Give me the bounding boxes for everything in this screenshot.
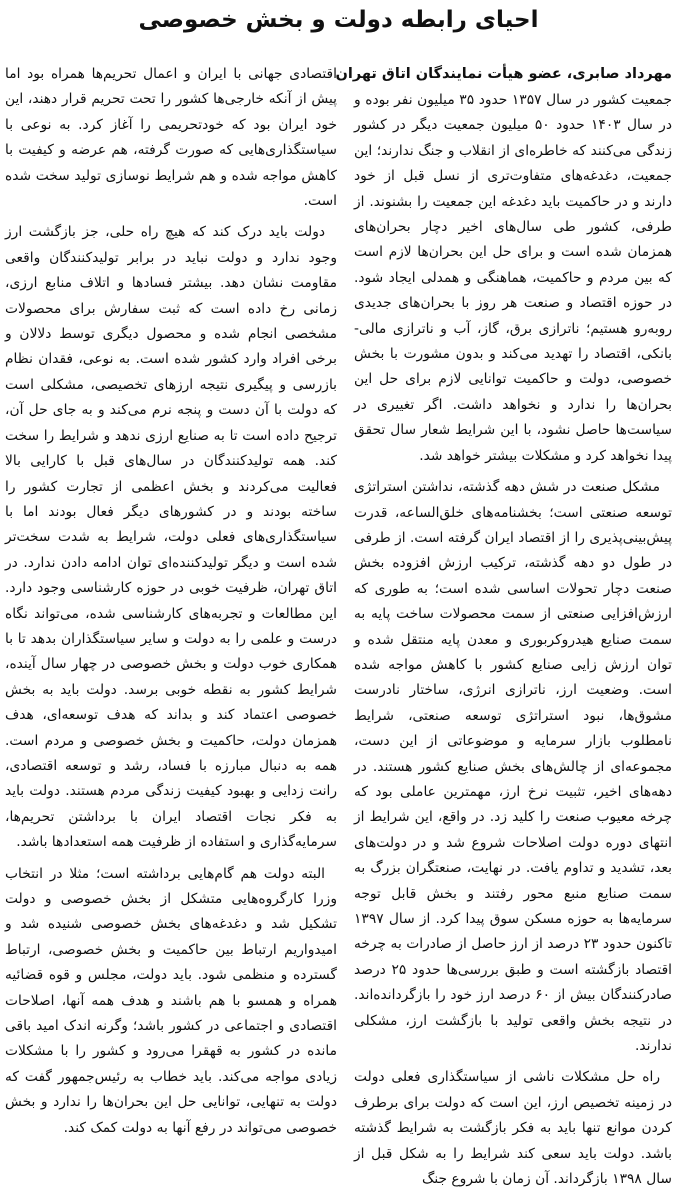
article-byline: مهرداد صابری، عضو هیأت نمایندگان اتاق تهران [335,66,672,82]
paragraph: راه حل مشکلات ناشی از سیاستگذاری فعلی دولت در زمینه تخصیص ارز، این است که دولت برای برطرف کردن موانع تنها باید به فکر بازگشت به شرایط گذشته باشد. دولت باید سعی کند شرایط را به شکل قبل از سال ۱۳۹۸ بازگرداند. آن زمان با شروع جنگ [354,1069,672,1188]
article-column-left [5,62,337,1136]
paragraph: جمعیت کشور در سال ۱۳۵۷ حدود ۳۵ میلیون نفر بوده و در سال ۱۴۰۳ حدود ۵۰ میلیون جمعیت دیگر در کشور زندگی می‌کنند که خاطره‌ای از انقلاب و جنگ ندارند؛ این جمعیت، دغدغه‌های متفاوت‌تری از نسل قبل از خود دارند و در حاکمیت باید دغدغه این جمعیت را بشنوند. از طرفی، کشور طی سال‌های اخیر دچار بحران‌های همزمان شده است و برای حل این بحران‌ها لازم است که بین مردم و حاکمیت، هماهنگی و همدلی ایجاد شود. در حوزه اقتصاد و صنعت هر روز با بحران‌های جدیدی روبه‌رو هستیم؛ ناترازی برق، گاز، آب و ناترازی مالی-بانکی، اقتصاد را تهدید می‌کند و بدون مشورت با بخش خصوصی، دولت و حاکمیت توانایی لازم برای حل این بحران‌ها را ندارد و نخواهد داشت. اگر تغییری در سیاست‌ها حاصل نشود، با این شرایط شعار سال تحقق پیدا نخواهد کرد و مشکلات بیشتر خواهد شد. [354,92,672,464]
paragraph: اقتصادی جهانی با ایران و اعمال تحریم‌ها همراه بود اما پیش از آنکه خارجی‌ها کشور را تحت تحریم قرار دهند، این خود ایران بود که خودتحریمی را آغاز کرد. به نوعی با سیاستگذاری‌هایی که صورت گرفته، هم عرضه و کیفیت با کاهش مواجه شده و هم شرایط نوسازی تولید سخت شده است. [5,66,337,210]
article-column-right [335,62,673,1188]
paragraph: دولت باید درک کند که هیچ راه حلی، جز بازگشت ارز وجود ندارد و دولت نباید در برابر تولیدکنندگان واقعی مقاومت نشان دهد. بیشتر فسادها و اتلاف منابع ارزی، زمانی رخ داده است که ثبت سفارش برای محصولات مشخصی انجام شده و محصول دیگری توسط دلالان و برخی افراد وارد کشور شده است. به نوعی، فقدان نظام بازرسی و پیگیری نتیجه ارزهای تخصیصی، مشکلی است که دولت با آن دست و پنجه نرم می‌کند و به جای حل آن، ترجیح داده است تا به صنایع ارزی ندهد و شرایط را سخت کند. همه تولیدکنندگان در سال‌های قبل با کارایی بالا فعالیت می‌کردند و بخش اعظمی از تجارت کشور را ساخته بودند و در کشورهای دیگر فعال بودند اما با سیاستگذاری‌های فعلی دولت، شرایط به شدت سخت‌تر شده است و دیگر تولیدکننده‌ای توان ادامه دادن ندارد. در اتاق تهران، ظرفیت خوبی در حوزه کارشناسی وجود دارد. این مطالعات و تجربه‌های کارشناسی شده، می‌تواند نگاه درست و علمی را به دولت و سایر سیاستگذاران بدهد تا با همکاری خوب دولت و بخش خصوصی در چهار سال آینده، شرایط کشور به نقطه خوبی برسد. دولت باید به بخش خصوصی اعتماد کند و بداند که هدف توسعه‌ای، هدف همزمان دولت، حاکمیت و بخش خصوصی و مردم است. همه به دنبال مبارزه با فساد، رشد و توسعه اقتصادی، رانت زدایی و بهبود کیفیت زندگی مردم هستند. دولت باید به فکر نجات اقتصاد ایران با برداشتن تحریم‌ها، سرمایه‌گذاری و استفاده از ظرفیت همه استعدادها باشد. [5,224,337,851]
article-headline: احیای رابطه دولت و بخش خصوصی [138,7,539,33]
paragraph: البته دولت هم گام‌هایی برداشته است؛ مثلا در انتخاب وزرا کارگروه‌هایی متشکل از بخش خصوصی و دولت تشکیل شد و دغدغه‌های بخش خصوصی شنیده شد و امیدواریم ارتباط بین حاکمیت و بخش خصوصی، ارتباط گسترده و منظمی شود. باید دولت، مجلس و قوه قضائیه همراه و همسو با هم باشند و هدف همه آنها، اصلاحات اقتصادی و اجتماعی در کشور باشد؛ وگرنه اندک امید باقی مانده در کشور به قهقرا می‌رود و کشور را با مشکلات زیادی مواجه می‌کند. باید خطاب به رئیس‌جمهور گفت که دولت به تنهایی، توانایی حل این بحران‌ها را ندارد و بخش خصوصی می‌تواند در رفع آنها به دولت کمک کند. [5,865,337,1136]
paragraph: مشکل صنعت در شش دهه گذشته، نداشتن استراتژی توسعه صنعتی است؛ بخشنامه‌های خلق‌الساعه، قدرت پیش‌بینی‌پذیری را از اقتصاد ایران گرفته است. از طرفی در طول دو دهه گذشته، ترکیب ارزش افزوده بخش صنعت دچار تحولات اساسی شده است؛ به طوری که ارزش‌افزایی صنعتی از سمت محصولات ساخت پایه به سمت صنایع هیدروکربوری و معدن پایه منتقل شده و توان ارزش زایی صنایع کشور با کاهش مواجه شده است. وضعیت ارز، ناترازی انرژی، ساختار نادرست مشوق‌ها، نبود استراتژی توسعه صنعتی، شرایط نامطلوب بازار سرمایه و موضوعاتی از این دست، مجموعه‌ای از چالش‌های بخش صنایع کشور هستند. در دهه‌های اخیر، تثبیت نرخ ارز، مهمترین عاملی بود که چرخه معیوب صنعت را کلید زد. در واقع، این شرایط از انتهای دوره دولت اصلاحات شروع شد و در دولت‌های بعد، تشدید و تداوم یافت. در نهایت، صنعتگران بزرگ به سمت صنایع منبع محور رفتند و بخش قابل توجه سرمایه‌ها به حوزه مسکن سوق پیدا کرد. از سال ۱۳۹۷ تاکنون حدود ۲۳ درصد از ارز حاصل از صادرات به چرخه اقتصاد بازگشته است و طبق بررسی‌ها حدود ۲۵ درصد صادرکنندگان بیش از ۶۰ درصد ارز خود را بازگردانده‌اند. در نتیجه بخش واقعی تولید با بازگشت ارز، مشکلی ندارند. [354,479,673,1055]
